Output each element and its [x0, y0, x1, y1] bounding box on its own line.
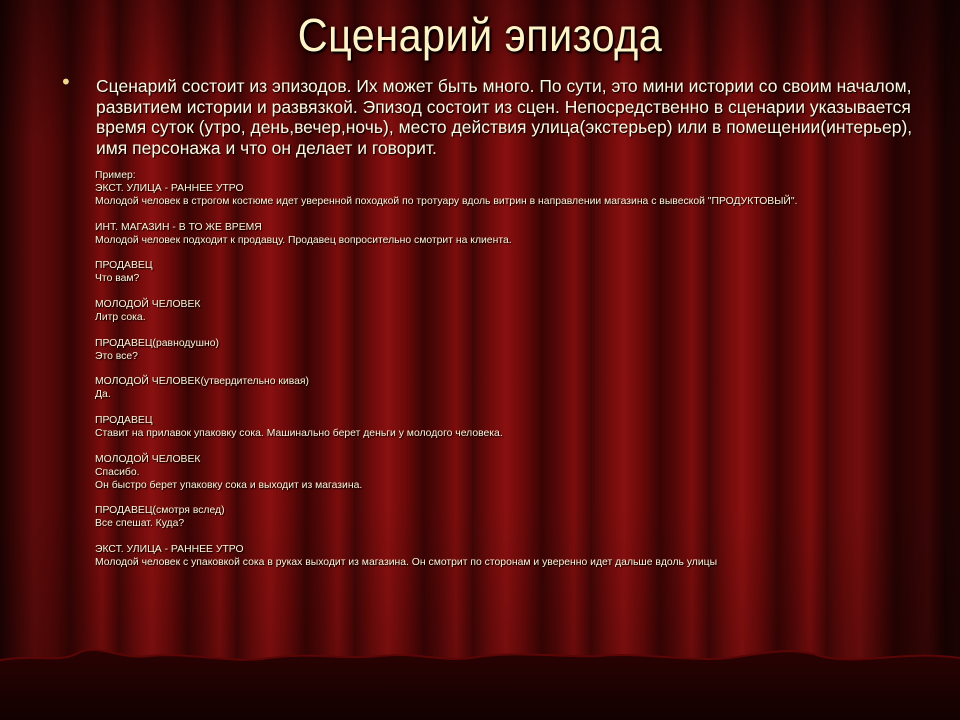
script-spacer — [95, 247, 915, 260]
script-line: Ставит на прилавок упаковку сока. Машинально берет деньги у молодого человека. — [95, 428, 503, 440]
script-line: Молодой человек подходит к продавцу. Продавец вопросительно смотрит на клиента. — [95, 234, 512, 246]
slide-title: Сценарий эпизода — [297, 9, 663, 61]
script-line: МОЛОДОЙ ЧЕЛОВЕК — [95, 299, 201, 311]
script-line: ПРОДАВЕЦ(смотря вслед) — [95, 505, 225, 517]
script-line: ЭКСТ. УЛИЦА - РАННЕЕ УТРО — [95, 182, 244, 194]
script-spacer — [95, 325, 915, 338]
script-spacer — [95, 441, 915, 454]
script-spacer — [95, 493, 915, 506]
script-line: ПРОДАВЕЦ — [95, 415, 153, 427]
script-line: Это все? — [95, 350, 138, 362]
script-line: Пример: — [95, 170, 136, 181]
script-line: Молодой человек в строгом костюме идет уверенной походкой по тротуару вдоль витрин в направлении магазина с вывеской "ПРОДУКТОВЫЙ". — [95, 195, 798, 207]
script-spacer — [95, 286, 915, 299]
script-line: ПРОДАВЕЦ(равнодушно) — [95, 337, 219, 349]
script-spacer — [95, 402, 915, 415]
curtain-hem-decoration — [0, 630, 960, 720]
script-line: Он быстро берет упаковку сока и выходит из магазина. — [95, 479, 363, 491]
script-line: Да. — [95, 389, 111, 401]
script-line: ПРОДАВЕЦ — [95, 260, 153, 272]
script-spacer — [95, 364, 915, 377]
script-example — [95, 170, 915, 570]
script-spacer — [95, 531, 915, 544]
script-spacer — [95, 209, 915, 222]
intro-paragraph: Сценарий состоит из эпизодов. Их может быть много. По сути, это мини истории со своим началом, развитием истории и развязкой. Эпизод состоит из сцен. Непосредственно в сценарии указывается время суток (утро, день,вечер,ночь), место действия улица(экстерьер) или в помещении(интерьер), имя персонажа и что он делает и говорит. — [96, 76, 913, 158]
script-line: Спасибо. — [95, 466, 140, 478]
script-line: ЭКСТ. УЛИЦА - РАННЕЕ УТРО — [95, 544, 244, 556]
script-line: МОЛОДОЙ ЧЕЛОВЕК(утвердительно кивая) — [95, 376, 310, 388]
script-line: Литр сока. — [95, 311, 146, 323]
script-line: Все спешат. Куда? — [95, 518, 185, 530]
script-line: ИНТ. МАГАЗИН - В ТО ЖЕ ВРЕМЯ — [95, 221, 262, 233]
script-line: Что вам? — [95, 273, 140, 285]
script-line: МОЛОДОЙ ЧЕЛОВЕК — [95, 453, 201, 465]
script-line: Молодой человек с упаковкой сока в руках выходит из магазина. Он смотрит по сторонам и уверенно идет дальше вдоль улицы — [95, 557, 718, 569]
bullet-dot-icon: • — [60, 70, 72, 94]
